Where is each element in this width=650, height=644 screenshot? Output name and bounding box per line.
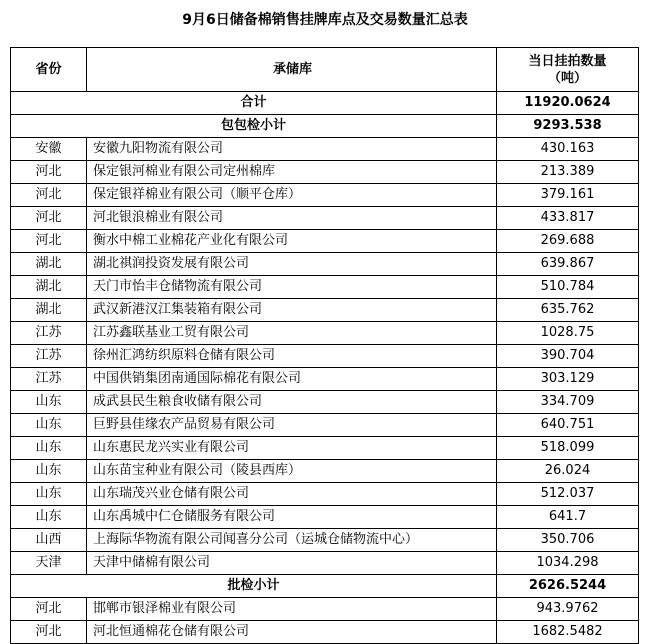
table-row [11, 598, 639, 621]
quantity-cell: 26.024 [497, 460, 639, 483]
table-row [11, 230, 639, 253]
province-cell: 山东 [11, 437, 87, 460]
warehouse-cell: 上海际华物流有限公司闻喜分公司（运城仓储物流中心） [87, 529, 497, 552]
table-row [11, 437, 639, 460]
province-cell: 山东 [11, 391, 87, 414]
province-cell: 山东 [11, 506, 87, 529]
quantity-cell: 635.762 [497, 299, 639, 322]
table-row [11, 368, 639, 391]
warehouse-cell: 徐州汇鸿纺织原料仓储有限公司 [87, 345, 497, 368]
warehouse-cell: 巨野县佳缘农产品贸易有限公司 [87, 414, 497, 437]
province-cell: 河北 [11, 161, 87, 184]
table-row [11, 138, 639, 161]
warehouse-cell: 山东禹城中仁仓储服务有限公司 [87, 506, 497, 529]
province-cell: 江苏 [11, 368, 87, 391]
quantity-cell: 390.704 [497, 345, 639, 368]
quantity-cell: 334.709 [497, 391, 639, 414]
batch-subtotal-value: 2626.5244 [497, 575, 639, 598]
province-cell: 河北 [11, 621, 87, 644]
table-header-row [11, 48, 639, 92]
table-row [11, 460, 639, 483]
quantity-cell: 640.751 [497, 414, 639, 437]
total-value: 11920.0624 [497, 92, 639, 115]
province-cell: 山西 [11, 529, 87, 552]
table-row [11, 552, 639, 575]
province-cell: 江苏 [11, 322, 87, 345]
table-row [11, 391, 639, 414]
province-cell: 山东 [11, 483, 87, 506]
table-row [11, 483, 639, 506]
table-row [11, 414, 639, 437]
quantity-cell: 943.9762 [497, 598, 639, 621]
page-title: 9月6日储备棉销售挂牌库点及交易数量汇总表 [182, 12, 468, 28]
bale-subtotal-value: 9293.538 [497, 115, 639, 138]
table-row [11, 161, 639, 184]
quantity-cell: 430.163 [497, 138, 639, 161]
header-quantity: 当日挂拍数量 （吨） [497, 48, 639, 92]
warehouse-cell: 山东瑞茂兴业仓储有限公司 [87, 483, 497, 506]
batch-subtotal-row [11, 575, 639, 598]
table-row [11, 322, 639, 345]
province-cell: 山东 [11, 414, 87, 437]
header-warehouse: 承储库 [87, 48, 497, 92]
quantity-cell: 639.867 [497, 253, 639, 276]
warehouse-cell: 河北恒通棉花仓储有限公司 [87, 621, 497, 644]
province-cell: 湖北 [11, 253, 87, 276]
table-row [11, 506, 639, 529]
header-province: 省份 [11, 48, 87, 92]
warehouse-cell: 江苏鑫联基业工贸有限公司 [87, 322, 497, 345]
quantity-cell: 641.7 [497, 506, 639, 529]
province-cell: 河北 [11, 207, 87, 230]
warehouse-cell: 天津中储棉有限公司 [87, 552, 497, 575]
bale-subtotal-row [11, 115, 639, 138]
table-row [11, 529, 639, 552]
province-cell: 河北 [11, 184, 87, 207]
warehouse-cell: 河北银浪棉业有限公司 [87, 207, 497, 230]
province-cell: 河北 [11, 230, 87, 253]
warehouse-cell: 中国供销集团南通国际棉花有限公司 [87, 368, 497, 391]
quantity-cell: 433.817 [497, 207, 639, 230]
bale-subtotal-label: 包包检小计 [11, 115, 497, 138]
warehouse-cell: 湖北祺润投资发展有限公司 [87, 253, 497, 276]
quantity-cell: 350.706 [497, 529, 639, 552]
province-cell: 湖北 [11, 299, 87, 322]
warehouse-cell: 天门市怡丰仓储物流有限公司 [87, 276, 497, 299]
table-row [11, 184, 639, 207]
quantity-cell: 379.161 [497, 184, 639, 207]
warehouse-cell: 保定银祥棉业有限公司（顺平仓库） [87, 184, 497, 207]
warehouse-cell: 衡水中棉工业棉花产业化有限公司 [87, 230, 497, 253]
table-row [11, 207, 639, 230]
total-row [11, 92, 639, 115]
warehouse-cell: 邯郸市银泽棉业有限公司 [87, 598, 497, 621]
warehouse-cell: 山东惠民龙兴实业有限公司 [87, 437, 497, 460]
table-row [11, 276, 639, 299]
province-cell: 山东 [11, 460, 87, 483]
quantity-cell: 512.037 [497, 483, 639, 506]
total-label: 合计 [11, 92, 497, 115]
warehouse-cell: 成武县民生粮食收储有限公司 [87, 391, 497, 414]
table-row [11, 621, 639, 644]
quantity-cell: 1028.75 [497, 322, 639, 345]
summary-table [10, 47, 639, 644]
quantity-cell: 518.099 [497, 437, 639, 460]
province-cell: 江苏 [11, 345, 87, 368]
quantity-cell: 510.784 [497, 276, 639, 299]
table-row [11, 253, 639, 276]
warehouse-cell: 山东苗宝种业有限公司（陵县西库） [87, 460, 497, 483]
quantity-cell: 269.688 [497, 230, 639, 253]
quantity-cell: 1682.5482 [497, 621, 639, 644]
quantity-cell: 1034.298 [497, 552, 639, 575]
warehouse-cell: 安徽九阳物流有限公司 [87, 138, 497, 161]
batch-subtotal-label: 批检小计 [11, 575, 497, 598]
warehouse-cell: 武汉新港汉江集装箱有限公司 [87, 299, 497, 322]
province-cell: 天津 [11, 552, 87, 575]
warehouse-cell: 保定银河棉业有限公司定州棉库 [87, 161, 497, 184]
province-cell: 湖北 [11, 276, 87, 299]
table-row [11, 299, 639, 322]
quantity-cell: 303.129 [497, 368, 639, 391]
province-cell: 安徽 [11, 138, 87, 161]
table-row [11, 345, 639, 368]
quantity-cell: 213.389 [497, 161, 639, 184]
province-cell: 河北 [11, 598, 87, 621]
